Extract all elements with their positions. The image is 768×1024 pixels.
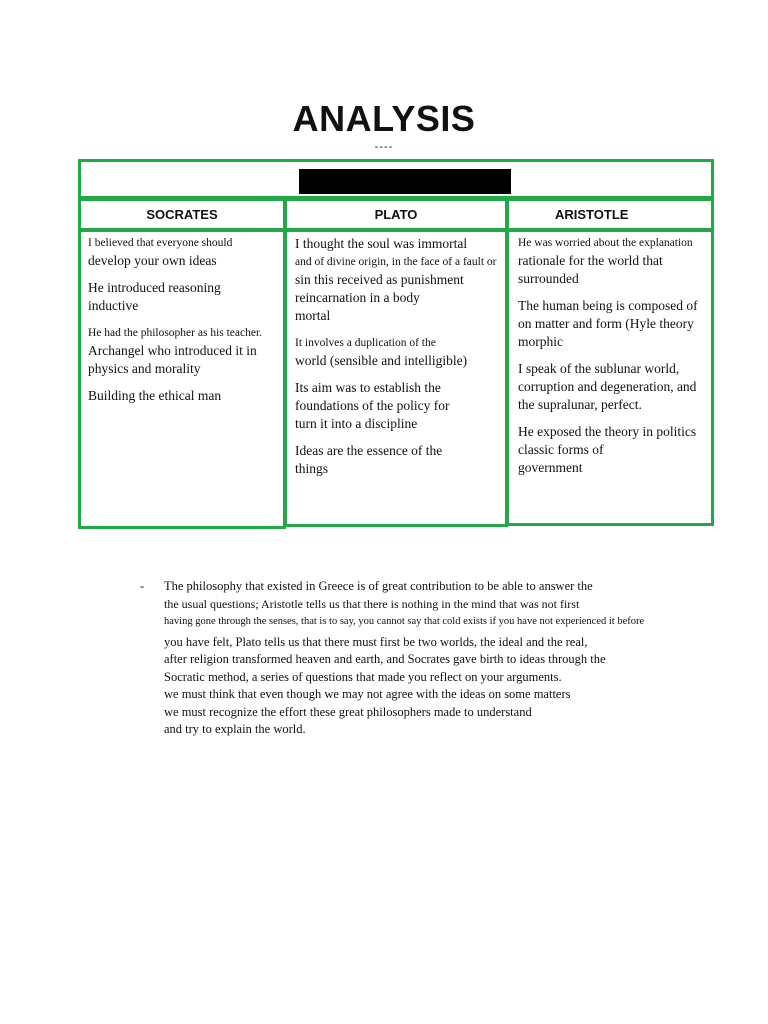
plato-paragraph: Its aim was to establish the foundations of the policy for turn it into a discipline xyxy=(295,380,450,431)
aristotle-paragraph: I speak of the sublunar world, corruption and degeneration, and the supralunar, perfect. xyxy=(518,361,697,412)
aristotle-text xyxy=(518,234,710,486)
conclusion-line: we must think that even though we may not agree with the ideas on some matters xyxy=(164,687,571,701)
conclusion-line: Socratic method, a series of questions that made you reflect on your arguments. xyxy=(164,669,562,684)
plato-paragraph: It involves a duplication of the world (sensible and intelligible) xyxy=(295,337,468,368)
title-separator: ---- xyxy=(374,141,394,153)
bullet-marker: - xyxy=(140,579,145,593)
plato-paragraph: I thought the soul was immortal and of divine origin, in the face of a fault or sin this received as punishment reincarnation in a body mortal xyxy=(295,236,497,323)
conclusion-line: we must recognize the effort these great philosophers made to understand xyxy=(164,704,532,719)
conclusion-line: having gone through the senses, that is to say, you cannot say that cold exists if you have not experienced it before xyxy=(164,616,645,627)
socrates-text xyxy=(88,234,280,414)
header-plato: PLATO xyxy=(284,198,508,231)
socrates-paragraph: I believed that everyone should develop your own ideas xyxy=(88,237,233,268)
aristotle-paragraph: The human being is composed of on matter and form (Hyle theory morphic xyxy=(518,298,698,349)
page-title: ANALYSIS xyxy=(292,98,476,139)
conclusion-line: you have felt, Plato tells us that there must first be two worlds, the ideal and the real, xyxy=(164,634,588,649)
conclusion-line: The philosophy that existed in Greece is of great contribution to be able to answer the xyxy=(164,579,593,593)
socrates-paragraph: He had the philosopher as his teacher. Archangel who introduced it in physics and morality xyxy=(88,327,263,376)
conclusion-line: after religion transformed heaven and earth, and Socrates gave birth to ideas through the xyxy=(164,652,606,666)
conclusion-line: and try to explain the world. xyxy=(164,722,306,736)
plato-paragraph: Ideas are the essence of the things xyxy=(295,443,443,476)
conclusion-line: the usual questions; Aristotle tells us that there is nothing in the mind that was not first xyxy=(164,596,580,611)
table-banner xyxy=(78,159,714,199)
header-socrates: SOCRATES xyxy=(78,198,286,231)
header-aristotle: ARISTOTLE xyxy=(506,198,714,231)
conclusion-paragraph xyxy=(140,578,680,739)
aristotle-paragraph: He exposed the theory in politics classic forms of government xyxy=(518,424,697,475)
plato-text xyxy=(295,235,505,487)
socrates-paragraph: Building the ethical man xyxy=(88,388,222,403)
conclusion-text xyxy=(164,578,680,739)
redacted-heading xyxy=(299,169,511,194)
socrates-paragraph: He introduced reasoning inductive xyxy=(88,280,221,313)
aristotle-paragraph: He was worried about the explanation rationale for the world that surrounded xyxy=(518,237,693,286)
